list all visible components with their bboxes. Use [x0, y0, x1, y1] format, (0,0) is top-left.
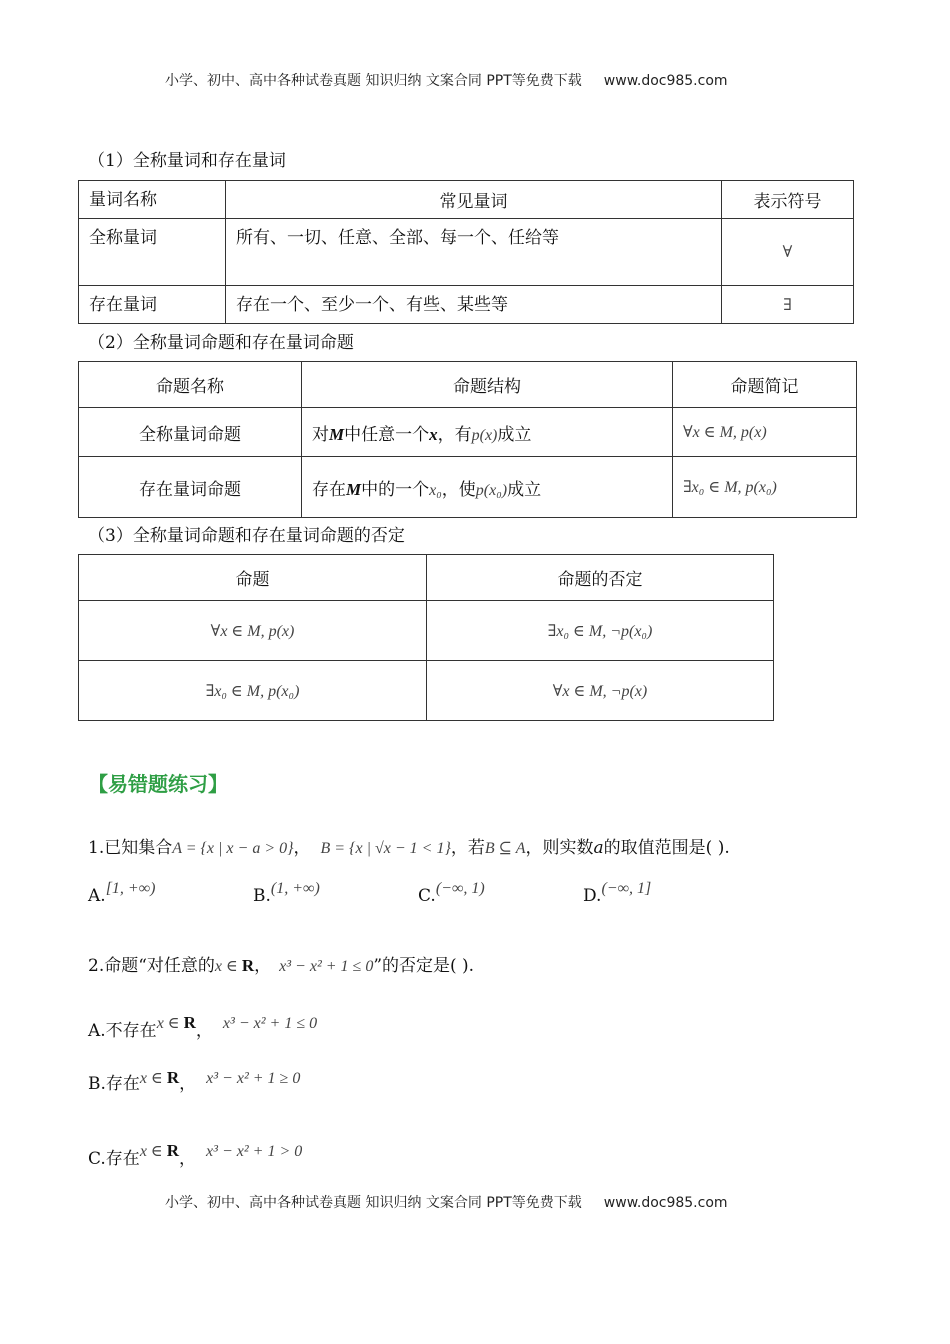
math-M: M	[346, 479, 362, 499]
math-a: a	[593, 838, 604, 858]
forall-symbol: ∀	[722, 219, 854, 286]
option-a[interactable]: A.[1, +∞)	[88, 880, 156, 906]
section2-title: （2）全称量词命题和存在量词命题	[88, 333, 354, 353]
table-header-cell: 命题简记	[673, 362, 857, 408]
negation-table	[78, 554, 774, 721]
table-row	[79, 601, 774, 661]
table-row	[79, 661, 774, 721]
math-setB: B = {x | √x − 1 < 1}	[320, 840, 451, 857]
quantifier-table	[78, 180, 854, 324]
table-row	[79, 457, 857, 518]
q2-option-a[interactable]: A.不存在x ∈ R， x³ − x² + 1 ≤ 0	[88, 1013, 318, 1041]
q2-option-c[interactable]: C.存在x ∈ R， x³ − x² + 1 > 0	[88, 1141, 303, 1169]
table-header-row	[79, 555, 774, 601]
table-header-cell: 命题名称	[79, 362, 302, 408]
q1-options	[88, 880, 652, 906]
q2-option-b[interactable]: B.存在x ∈ R， x³ − x² + 1 ≥ 0	[88, 1068, 301, 1094]
section3-title: （3）全称量词命题和存在量词命题的否定	[88, 526, 405, 546]
table-row	[79, 219, 854, 286]
proposition-table	[78, 361, 857, 518]
question-1: 1.已知集合A = {x | x − a > 0}， B = {x | √x − 1 < 1}，若B ⊆ A，则实数a的取值范围是( ).	[88, 838, 730, 858]
table-header-cell: 命题结构	[302, 362, 673, 408]
table-cell: 存在量词命题	[79, 457, 302, 518]
section1-title: （1）全称量词和存在量词	[88, 151, 286, 171]
page-header	[165, 70, 728, 90]
table-header-cell: 常见量词	[226, 181, 722, 219]
table-cell-math: ∃x₀ ∈ M, ¬p(x₀)	[427, 601, 774, 661]
table-cell-math: ∀x ∈ M, p(x)	[673, 408, 857, 457]
table-cell: 存在一个、至少一个、有些、某些等	[226, 286, 722, 324]
table-cell: 所有、一切、任意、全部、每一个、任给等	[226, 219, 722, 286]
exists-symbol: ∃	[722, 286, 854, 324]
table-cell-math: ∃x₀ ∈ M, p(x₀)	[673, 457, 857, 518]
table-header-cell: 表示符号	[722, 181, 854, 219]
math-setA: A = {x | x − a > 0}	[172, 840, 294, 857]
table-cell: 全称量词	[79, 219, 226, 286]
math-subset: B ⊆ A	[484, 840, 526, 857]
header-text: 小学、初中、高中各种试卷真题 知识归纳 文案合同 PPT等免费下载	[165, 73, 582, 89]
math-expr: x³ − x² + 1 ≤ 0	[279, 958, 374, 975]
option-d[interactable]: D.(−∞, 1]	[583, 880, 652, 906]
table-row	[79, 286, 854, 324]
math-px0: p(x₀)	[475, 481, 508, 499]
table-cell: 全称量词命题	[79, 408, 302, 457]
math-x0: x₀	[429, 481, 442, 499]
table-header-cell: 量词名称	[79, 181, 226, 219]
table-cell: 存在M中的一个x₀，使p(x₀)成立	[302, 457, 673, 518]
table-header-row	[79, 362, 857, 408]
table-cell-math: ∀x ∈ M, ¬p(x)	[427, 661, 774, 721]
option-b[interactable]: B.(1, +∞)	[253, 880, 320, 906]
math-M: M	[329, 424, 345, 444]
table-header-cell: 命题的否定	[427, 555, 774, 601]
table-cell: 对M中任意一个x，有p(x)成立	[302, 408, 673, 457]
practice-title: 【易错题练习】	[88, 772, 228, 796]
header-url[interactable]: www.doc985.com	[603, 73, 728, 89]
math-x: x	[429, 424, 438, 444]
footer-url[interactable]: www.doc985.com	[603, 1195, 728, 1211]
table-cell-math: ∃x₀ ∈ M, p(x₀)	[79, 661, 427, 721]
question-2: 2.命题“对任意的x ∈ R， x³ − x² + 1 ≤ 0”的否定是( ).	[88, 956, 475, 976]
footer-text: 小学、初中、高中各种试卷真题 知识归纳 文案合同 PPT等免费下载	[165, 1195, 582, 1211]
table-header-cell: 命题	[79, 555, 427, 601]
table-row	[79, 408, 857, 457]
table-cell: 存在量词	[79, 286, 226, 324]
table-header-row	[79, 181, 854, 219]
option-c[interactable]: C.(−∞, 1)	[418, 880, 485, 906]
page-footer	[165, 1192, 728, 1212]
math-px: p(x)	[471, 426, 498, 444]
table-cell-math: ∀x ∈ M, p(x)	[79, 601, 427, 661]
